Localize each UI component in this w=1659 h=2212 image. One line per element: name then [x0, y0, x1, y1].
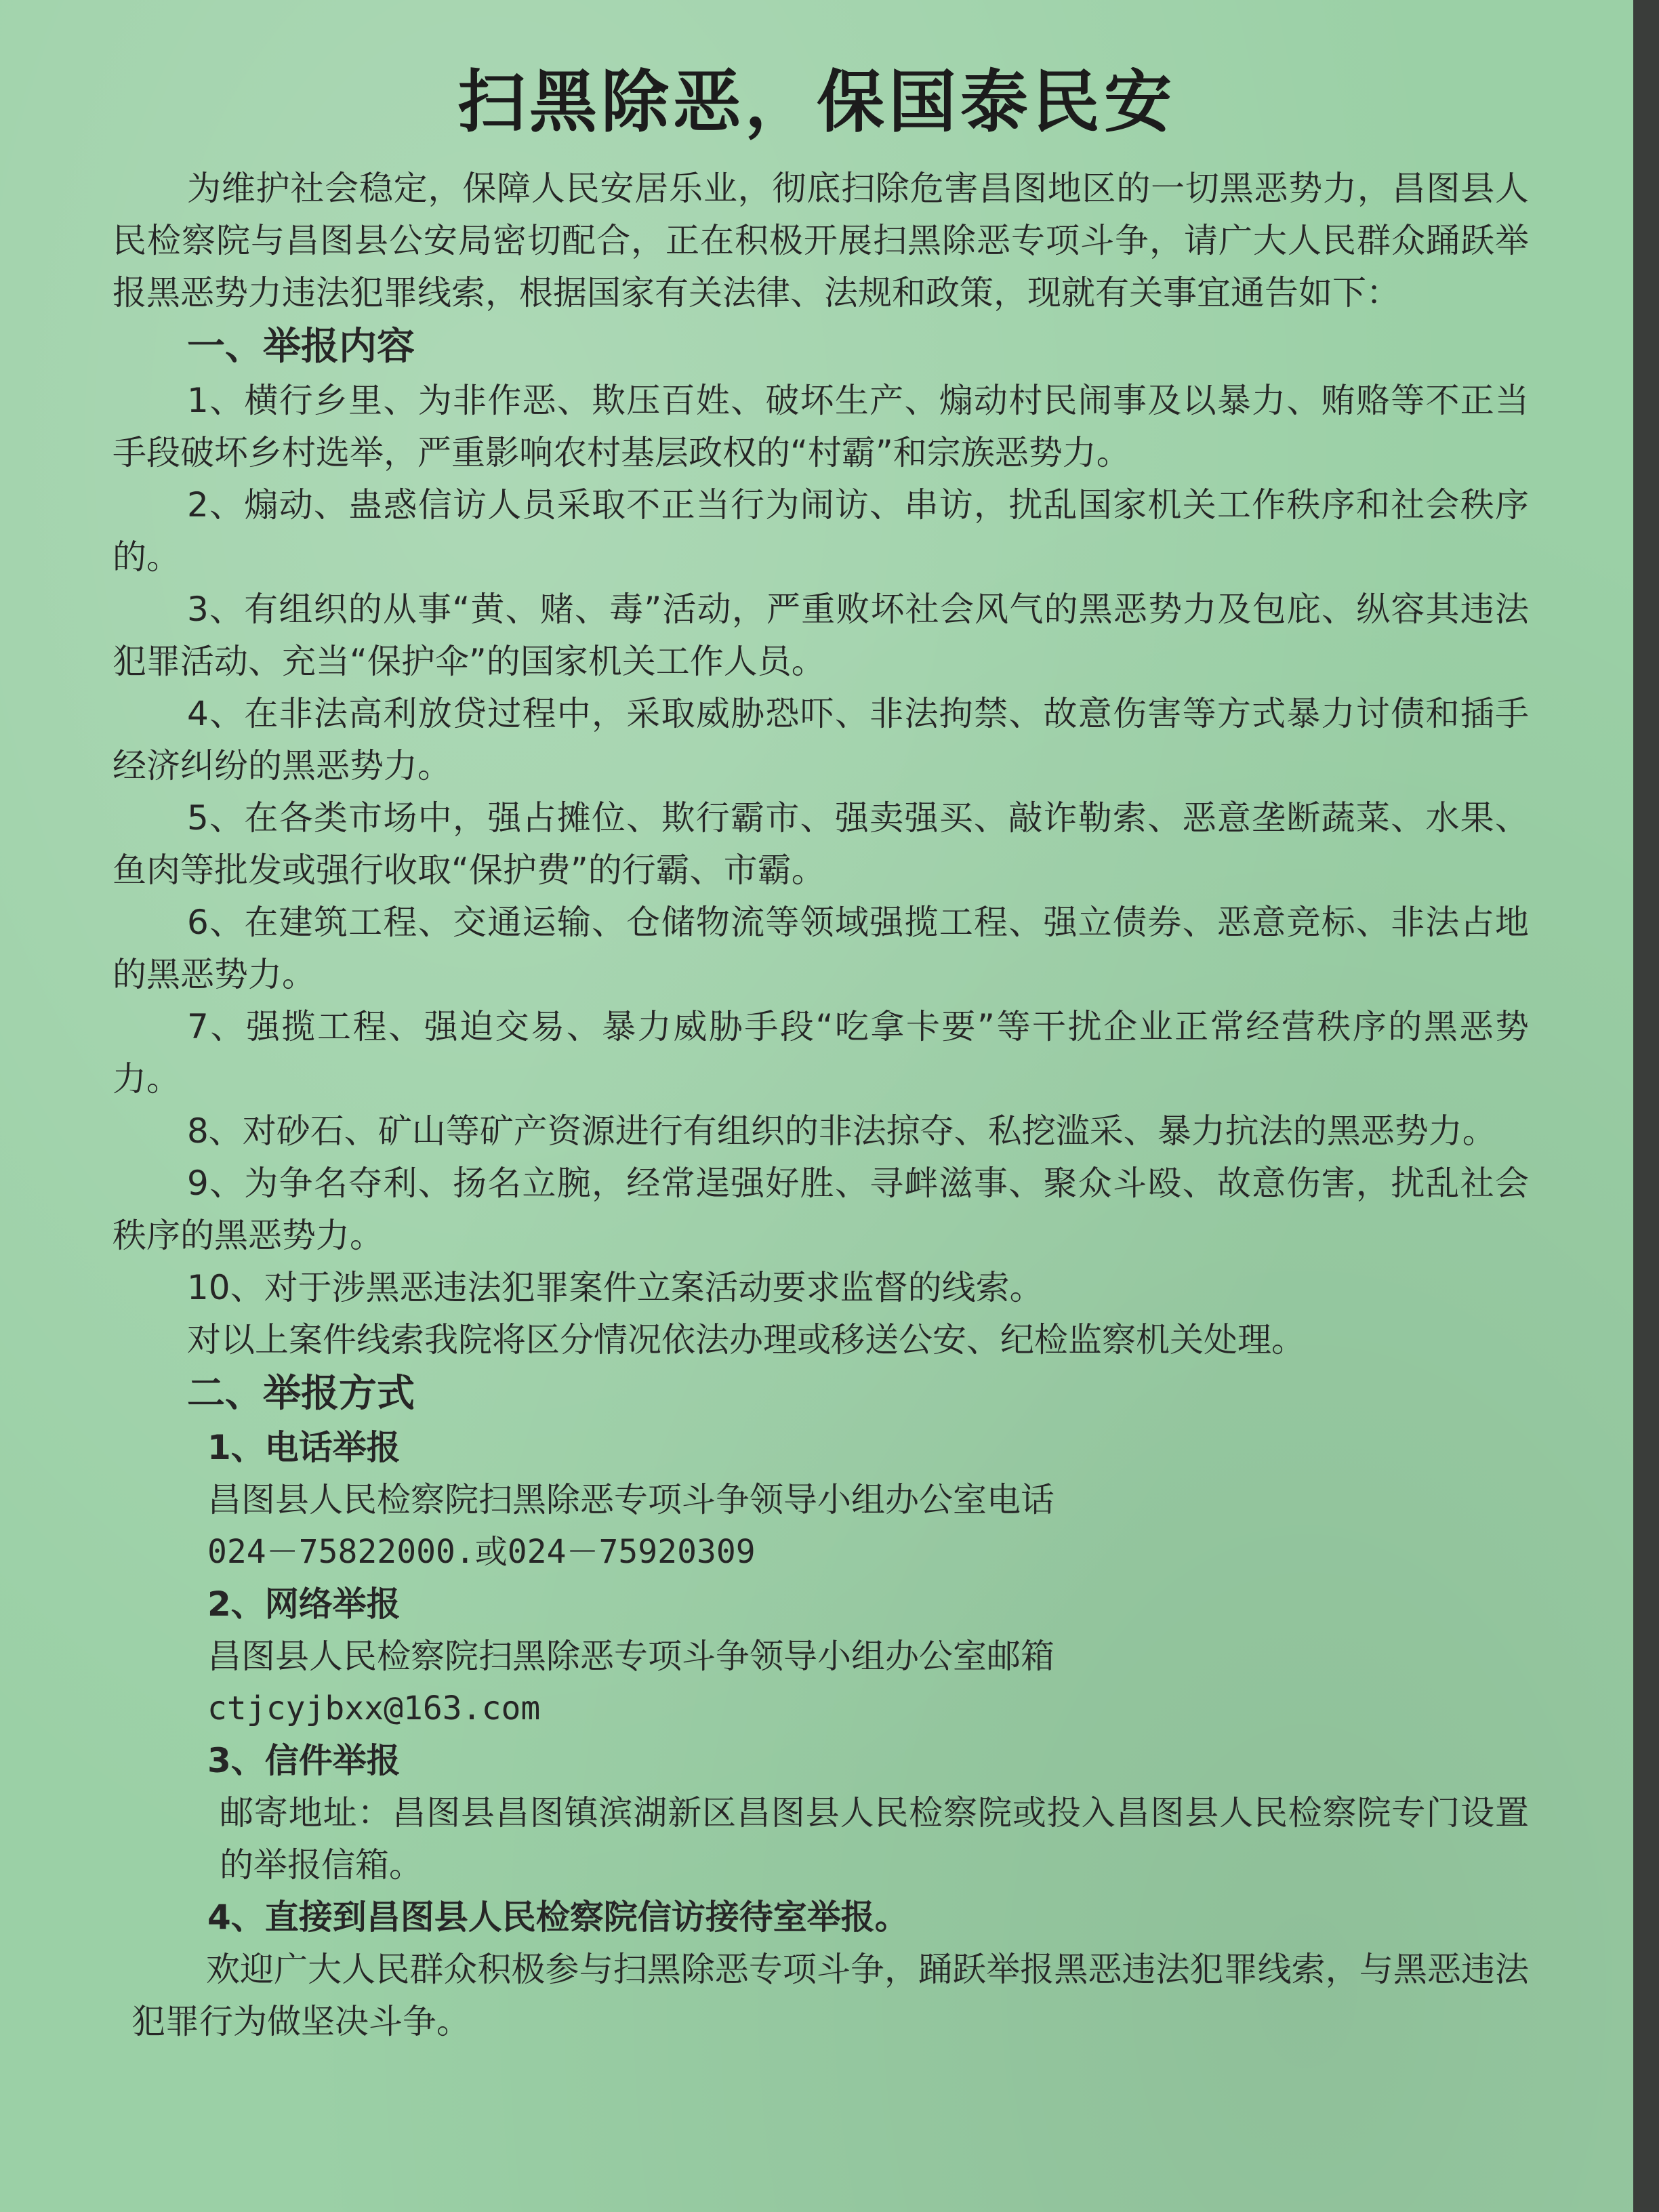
section2-heading: 二、举报方式	[187, 1372, 415, 1416]
mail-report-heading: 3、信件举报	[207, 1741, 401, 1780]
notice-body	[112, 163, 1529, 2048]
report-item-10: 10、对于涉黑恶违法犯罪案件立案活动要求监督的线索。	[187, 1268, 1044, 1307]
handling-note: 对以上案件线索我院将区分情况依法办理或移送公安、纪检监察机关处理。	[187, 1320, 1305, 1359]
intro-paragraph: 为维护社会稳定，保障人民安居乐业，彻底扫除危害昌图地区的一切黑恶势力，昌图县人民检察院与昌图县公安局密切配合，正在积极开展扫黑除恶专项斗争，请广大人民群众踊跃举报黑恶势力违法犯罪线索，根据国家有关法律、法规和政策，现就有关事宜通告如下：	[112, 169, 1529, 312]
report-item-4: 4、在非法高利放贷过程中，采取威胁恐吓、非法拘禁、故意伤害等方式暴力讨债和插手经济纠纷的黑恶势力。	[112, 694, 1529, 785]
mail-address: 邮寄地址：昌图县昌图镇滨湖新区昌图县人民检察院或投入昌图县人民检察院专门设置的举报信箱。	[220, 1793, 1529, 1885]
report-item-8: 8、对砂石、矿山等矿产资源进行有组织的非法掠夺、私挖滥采、暴力抗法的黑恶势力。	[187, 1111, 1496, 1151]
phone-report-desc: 昌图县人民检察院扫黑除恶专项斗争领导小组办公室电话	[207, 1480, 1054, 1519]
notice-title: 扫黑除恶，保国泰民安	[457, 62, 1176, 142]
report-item-2: 2、煽动、蛊惑信访人员采取不正当行为闹访、串访，扰乱国家机关工作秩序和社会秩序的。	[112, 485, 1529, 577]
report-item-9: 9、为争名夺利、扬名立腕，经常逞强好胜、寻衅滋事、聚众斗殴、故意伤害，扰乱社会秩序的黑恶势力。	[112, 1164, 1529, 1255]
phone-report-heading: 1、电话举报	[207, 1428, 401, 1467]
report-item-5: 5、在各类市场中，强占摊位、欺行霸市、强卖强买、敲诈勒索、恶意垄断蔬菜、水果、鱼肉等批发或强行收取“保护费”的行霸、市霸。	[112, 798, 1529, 890]
report-item-1: 1、横行乡里、为非作恶、欺压百姓、破坏生产、煽动村民闹事及以暴力、贿赂等不正当手段破坏乡村选举，严重影响农村基层政权的“村霸”和宗族恶势力。	[112, 381, 1529, 472]
visit-report: 4、直接到昌图县人民检察院信访接待室举报。	[207, 1898, 909, 1937]
report-item-6: 6、在建筑工程、交通运输、仓储物流等领域强揽工程、强立债券、恶意竞标、非法占地的黑恶势力。	[112, 903, 1529, 994]
report-item-3: 3、有组织的从事“黄、赌、毒”活动，严重败坏社会风气的黑恶势力及包庇、纵容其违法犯罪活动、充当“保护伞”的国家机关工作人员。	[112, 590, 1529, 681]
report-item-7: 7、强揽工程、强迫交易、暴力威胁手段“吃拿卡要”等干扰企业正常经营秩序的黑恶势力。	[112, 1007, 1529, 1099]
closing-paragraph: 欢迎广大人民群众积极参与扫黑除恶专项斗争，踊跃举报黑恶违法犯罪线索，与黑恶违法犯罪行为做坚决斗争。	[131, 1950, 1529, 2041]
net-report-heading: 2、网络举报	[207, 1584, 401, 1624]
section1-heading: 一、举报内容	[187, 325, 415, 369]
phone-numbers: 024－75822000.或024－75920309	[207, 1533, 756, 1571]
report-email: ctjcyjbxx@163.com	[207, 1689, 541, 1727]
net-report-desc: 昌图县人民检察院扫黑除恶专项斗争领导小组办公室邮箱	[207, 1637, 1054, 1676]
